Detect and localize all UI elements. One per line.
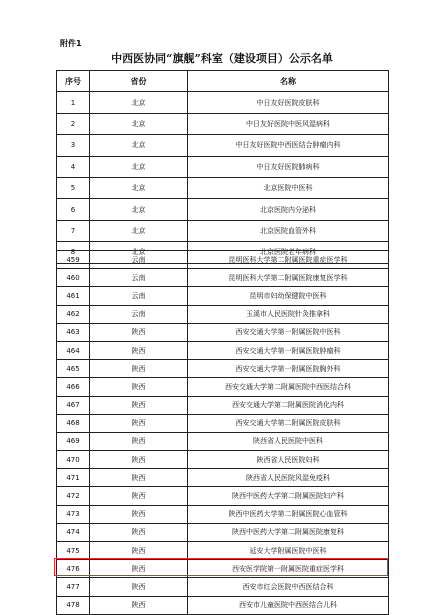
cell-province: 北京 [90, 92, 188, 113]
cell-no: 470 [57, 451, 90, 469]
cell-province: 云南 [90, 269, 188, 287]
cell-name: 北京医院血管外科 [188, 220, 389, 241]
cell-name: 陕西中医药大学第二附属医院心血管科 [188, 505, 389, 523]
table-row [57, 113, 389, 134]
cell-name: 北京医院老年病科 [188, 242, 389, 263]
cell-province: 陕西 [90, 360, 188, 378]
cell-name: 西安医学院第一附属医院重症医学科 [188, 560, 389, 578]
cell-no: 7 [57, 220, 90, 241]
header-no: 序号 [57, 71, 90, 92]
list-table-top [56, 70, 389, 264]
cell-no: 478 [57, 596, 90, 614]
table-row [57, 578, 389, 596]
table-row [57, 432, 389, 450]
table-row [57, 92, 389, 113]
table-row [57, 323, 389, 341]
table-row [57, 414, 389, 432]
cell-no: 8 [57, 242, 90, 263]
cell-name: 北京医院内分泌科 [188, 199, 389, 220]
cell-province: 陕西 [90, 378, 188, 396]
table-row [57, 542, 389, 560]
cell-province: 陕西 [90, 432, 188, 450]
cell-no: 475 [57, 542, 90, 560]
table-row [57, 199, 389, 220]
cell-name: 昆明市妇幼保健院中医科 [188, 287, 389, 305]
table-row [57, 341, 389, 359]
cell-name: 中日友好医院肺病科 [188, 156, 389, 177]
list-table-bottom [56, 250, 389, 615]
cell-name: 北京医院中医科 [188, 177, 389, 198]
cell-no: 5 [57, 177, 90, 198]
cell-name: 中日友好医院中医风湿病科 [188, 113, 389, 134]
cell-no: 476 [57, 560, 90, 578]
cell-name: 西安市儿童医院中西医结合儿科 [188, 596, 389, 614]
cell-province: 陕西 [90, 414, 188, 432]
table-header-row [57, 71, 389, 92]
cell-name: 延安大学附属医院中医科 [188, 542, 389, 560]
cell-name: 西安交通大学第二附属医院消化内科 [188, 396, 389, 414]
cell-no: 477 [57, 578, 90, 596]
cell-province: 陕西 [90, 505, 188, 523]
cell-name: 西安交通大学第一附属医院胸外科 [188, 360, 389, 378]
cell-name: 陕西中医药大学第二附属医院康复科 [188, 523, 389, 541]
cell-province: 陕西 [90, 451, 188, 469]
cell-name: 陕西省人民医院中医科 [188, 432, 389, 450]
table-row [57, 269, 389, 287]
table-row [57, 596, 389, 614]
table-row [57, 220, 389, 241]
cell-no: 461 [57, 287, 90, 305]
cell-no: 460 [57, 269, 90, 287]
cell-province: 陕西 [90, 341, 188, 359]
cell-no: 463 [57, 323, 90, 341]
cell-province: 云南 [90, 305, 188, 323]
table-row [57, 287, 389, 305]
cell-province: 陕西 [90, 469, 188, 487]
cell-name: 中日友好医院中西医结合肿瘤内科 [188, 135, 389, 156]
table-row [57, 156, 389, 177]
cell-no: 6 [57, 199, 90, 220]
cell-province: 陕西 [90, 560, 188, 578]
cell-province: 陕西 [90, 596, 188, 614]
cell-province: 陕西 [90, 542, 188, 560]
cell-province: 北京 [90, 113, 188, 134]
cell-no: 465 [57, 360, 90, 378]
cell-no: 474 [57, 523, 90, 541]
cell-name: 陕西中医药大学第二附属医院妇产科 [188, 487, 389, 505]
cell-name: 昆明医科大学第二附属医院重症医学科 [188, 251, 389, 269]
cell-no: 3 [57, 135, 90, 156]
cell-name: 陕西省人民医院妇科 [188, 451, 389, 469]
table-row [57, 305, 389, 323]
cell-no: 468 [57, 414, 90, 432]
header-province: 省份 [90, 71, 188, 92]
cell-no: 4 [57, 156, 90, 177]
table-row [57, 251, 389, 269]
cell-province: 北京 [90, 177, 188, 198]
cell-province: 陕西 [90, 396, 188, 414]
table-row [57, 505, 389, 523]
cell-province: 北京 [90, 135, 188, 156]
cell-no: 459 [57, 251, 90, 269]
table-row [57, 560, 389, 578]
cell-no: 472 [57, 487, 90, 505]
cell-name: 中日友好医院皮肤科 [188, 92, 389, 113]
table-row [57, 177, 389, 198]
cell-province: 陕西 [90, 578, 188, 596]
cell-name: 昆明医科大学第二附属医院康复医学科 [188, 269, 389, 287]
cell-name: 陕西省人民医院风湿免疫科 [188, 469, 389, 487]
table-row [57, 360, 389, 378]
cell-province: 北京 [90, 156, 188, 177]
cell-province: 北京 [90, 199, 188, 220]
cell-no: 467 [57, 396, 90, 414]
cell-name: 西安市红会医院中西医结合科 [188, 578, 389, 596]
page-title: 中西医协同“旗舰”科室（建设项目）公示名单 [111, 52, 333, 65]
cell-province: 云南 [90, 287, 188, 305]
table-row [57, 469, 389, 487]
cell-no: 1 [57, 92, 90, 113]
cell-no: 464 [57, 341, 90, 359]
header-name: 名称 [188, 71, 389, 92]
cell-province: 陕西 [90, 523, 188, 541]
cell-name: 西安交通大学第一附属医院肿瘤科 [188, 341, 389, 359]
cell-no: 466 [57, 378, 90, 396]
cell-no: 471 [57, 469, 90, 487]
cell-name: 西安交通大学第二附属医院皮肤科 [188, 414, 389, 432]
cell-province: 云南 [90, 251, 188, 269]
table-row [57, 487, 389, 505]
cell-name: 玉溪市人民医院针灸推拿科 [188, 305, 389, 323]
cell-province: 陕西 [90, 487, 188, 505]
table-row [57, 451, 389, 469]
cell-no: 469 [57, 432, 90, 450]
cell-province: 北京 [90, 242, 188, 263]
table-row [57, 135, 389, 156]
cell-no: 462 [57, 305, 90, 323]
cell-name: 西安交通大学第二附属医院中西医结合科 [188, 378, 389, 396]
cell-no: 473 [57, 505, 90, 523]
attachment-label: 附件1 [60, 39, 82, 48]
cell-no: 2 [57, 113, 90, 134]
table-row [57, 523, 389, 541]
table-row [57, 396, 389, 414]
cell-name: 西安交通大学第一附属医院中医科 [188, 323, 389, 341]
cell-province: 北京 [90, 220, 188, 241]
cell-province: 陕西 [90, 323, 188, 341]
table-row [57, 378, 389, 396]
